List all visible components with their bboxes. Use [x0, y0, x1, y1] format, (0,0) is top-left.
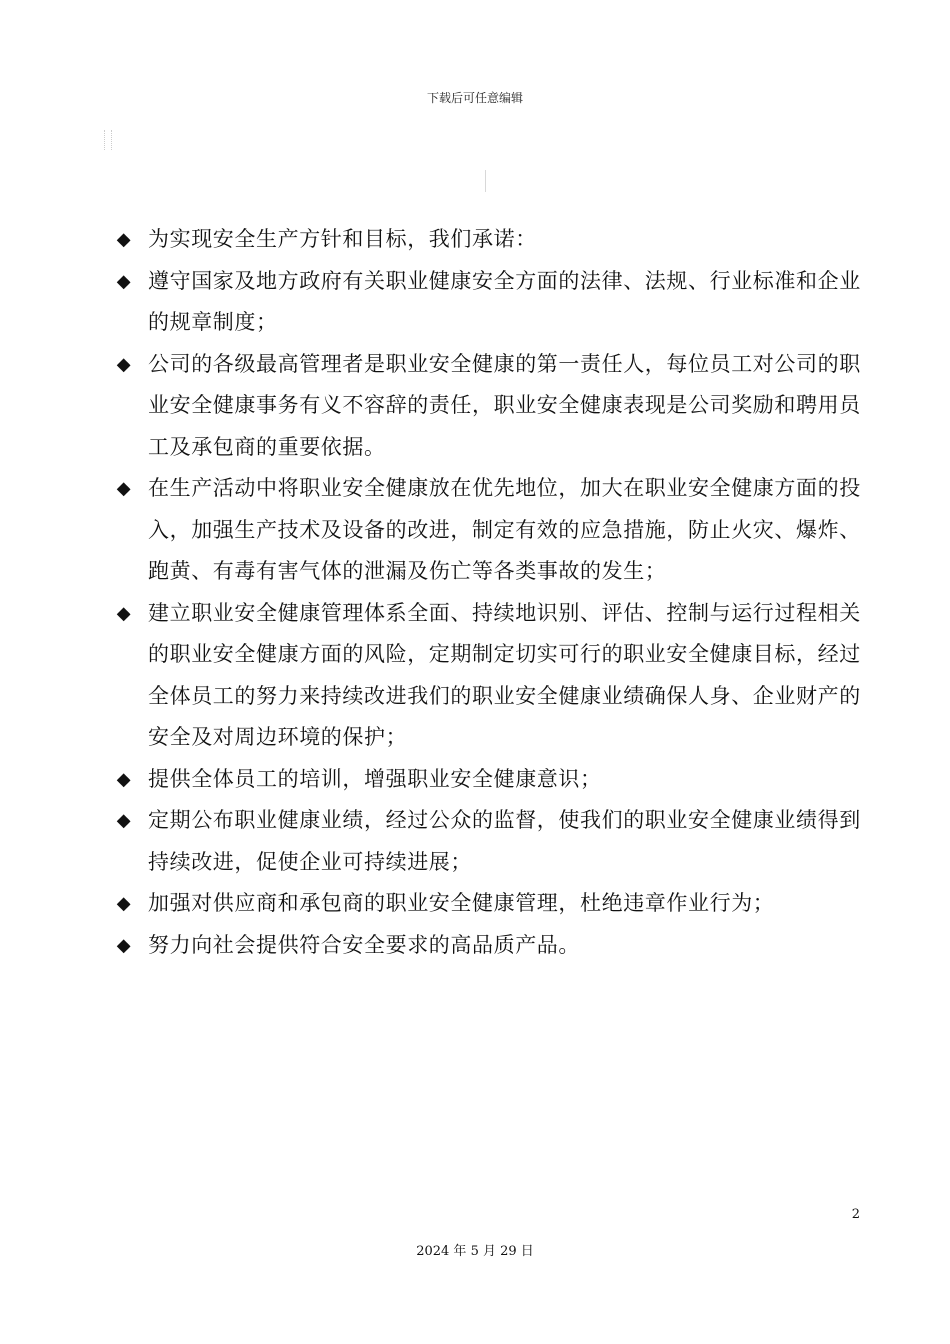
list-item: [112, 261, 864, 344]
list-item-text: 努力向社会提供符合安全要求的高品质产品。: [148, 932, 580, 957]
diamond-bullet-icon: ◆: [116, 934, 132, 956]
list-item-text: 遵守国家及地方政府有关职业健康安全方面的法律、法规、行业标准和企业的规章制度；: [148, 268, 861, 334]
list-item-text: 为实现安全生产方针和目标，我们承诺：: [148, 227, 537, 251]
diamond-bullet-icon: ◆: [116, 768, 132, 790]
diamond-bullet-icon: ◆: [116, 478, 132, 499]
list-item: [112, 468, 864, 593]
list-item: [112, 219, 864, 261]
list-item: [112, 883, 864, 925]
list-item: [112, 925, 864, 967]
diamond-bullet-icon: ◆: [116, 229, 132, 250]
diamond-bullet-icon: ◆: [116, 353, 132, 375]
commitment-list: [112, 219, 864, 966]
list-item-text: 公司的各级最高管理者是职业安全健康的第一责任人，每位员工对公司的职业安全健康事务有义不容辞的责任，职业安全健康表现是公司奖励和聘用员工及承包商的重要依据。: [148, 351, 861, 459]
list-item-text: 定期公布职业健康业绩，经过公众的监督，使我们的职业安全健康业绩得到持续改进，促使企业可持续进展；: [148, 808, 861, 874]
list-item: [112, 593, 864, 759]
center-cursor-mark: [485, 170, 486, 192]
footer-date: 2024 年 5 月 29 日: [416, 1244, 534, 1259]
list-item-text: 加强对供应商和承包商的职业安全健康管理，杜绝违章作业行为；: [148, 891, 775, 915]
diamond-bullet-icon: ◆: [116, 810, 132, 831]
list-item: [112, 800, 864, 883]
list-item-text: 建立职业安全健康管理体系全面、持续地识别、评估、控制与运行过程相关的职业安全健康方面的风险，定期制定切实可行的职业安全健康目标，经过全体员工的努力来持续改进我们的职业安全健康业绩确保人身、企业财产的安全及对周边环境的保护；: [148, 600, 861, 749]
page-number: 2: [851, 1207, 860, 1222]
corner-crop-mark: [104, 130, 112, 150]
header-note: 下载后可任意编辑: [426, 91, 523, 105]
list-item-text: 提供全体员工的培训，增强职业安全健康意识；: [148, 766, 602, 791]
list-item: [112, 344, 864, 469]
diamond-bullet-icon: ◆: [116, 893, 132, 914]
list-item: [112, 759, 864, 801]
diamond-bullet-icon: ◆: [116, 602, 132, 624]
diamond-bullet-icon: ◆: [116, 270, 132, 292]
list-item-text: 在生产活动中将职业安全健康放在优先地位，加大在职业安全健康方面的投入，加强生产技术及设备的改进，制定有效的应急措施，防止火灾、爆炸、跑黄、有毒有害气体的泄漏及伤亡等各类事故的发生；: [148, 476, 861, 583]
